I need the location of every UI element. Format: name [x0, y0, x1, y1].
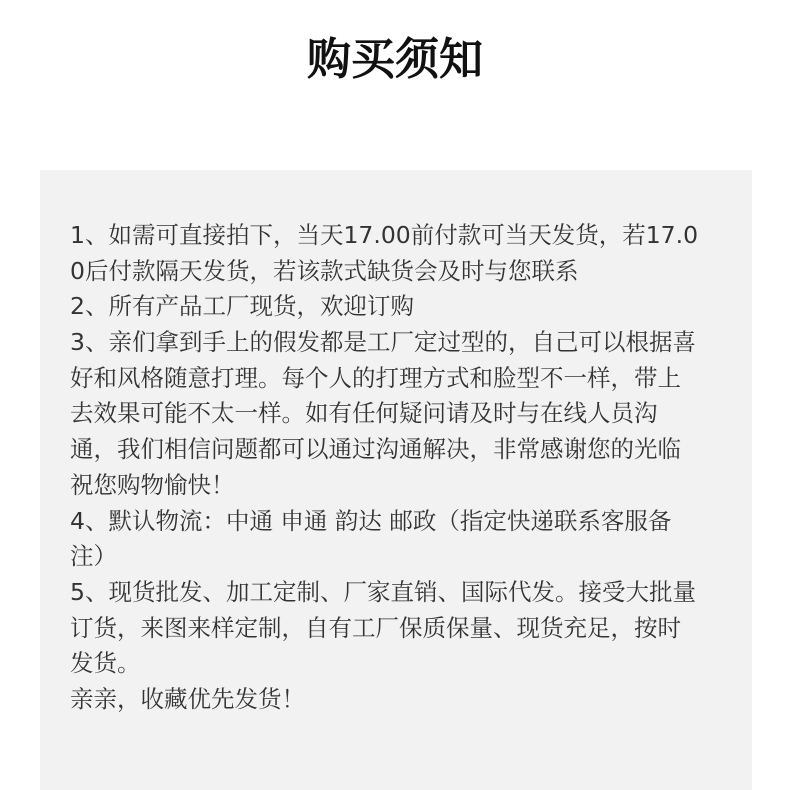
notice-line: 祝您购物愉快！: [70, 470, 235, 499]
notice-line: 2、所有产品工厂现货，欢迎订购: [70, 292, 414, 321]
notice-line: 亲亲，收藏优先发货！: [70, 684, 305, 713]
notice-line: 订货，来图来样定制，自有工厂保质保量、现货充足，按时: [70, 613, 681, 642]
notice-line: 3、亲们拿到手上的假发都是工厂定过型的，自己可以根据喜: [70, 328, 696, 357]
notice-line: 5、现货批发、加工定制、厂家直销、国际代发。接受大批量: [70, 577, 696, 606]
notice-line: 4、默认物流：中通 申通 韵达 邮政（指定快递联系客服备: [70, 506, 672, 535]
notice-line: 通，我们相信问题都可以通过沟通解决，非常感谢您的光临: [70, 435, 681, 464]
notice-line: 0后付款隔天发货，若该款式缺货会及时与您联系: [70, 256, 579, 285]
page-title: 购买须知: [307, 34, 483, 85]
notice-line: 去效果可能不太一样。如有任何疑问请及时与在线人员沟: [70, 399, 658, 428]
notice-line: 1、如需可直接拍下，当天17.00前付款可当天发货，若17.0: [70, 221, 699, 249]
notice-line: 注）: [70, 542, 117, 571]
notice-line: 好和风格随意打理。每个人的打理方式和脸型不一样，带上: [70, 363, 681, 392]
notice-line: 发货。: [70, 649, 141, 678]
purchase-notice-box: [40, 170, 752, 790]
